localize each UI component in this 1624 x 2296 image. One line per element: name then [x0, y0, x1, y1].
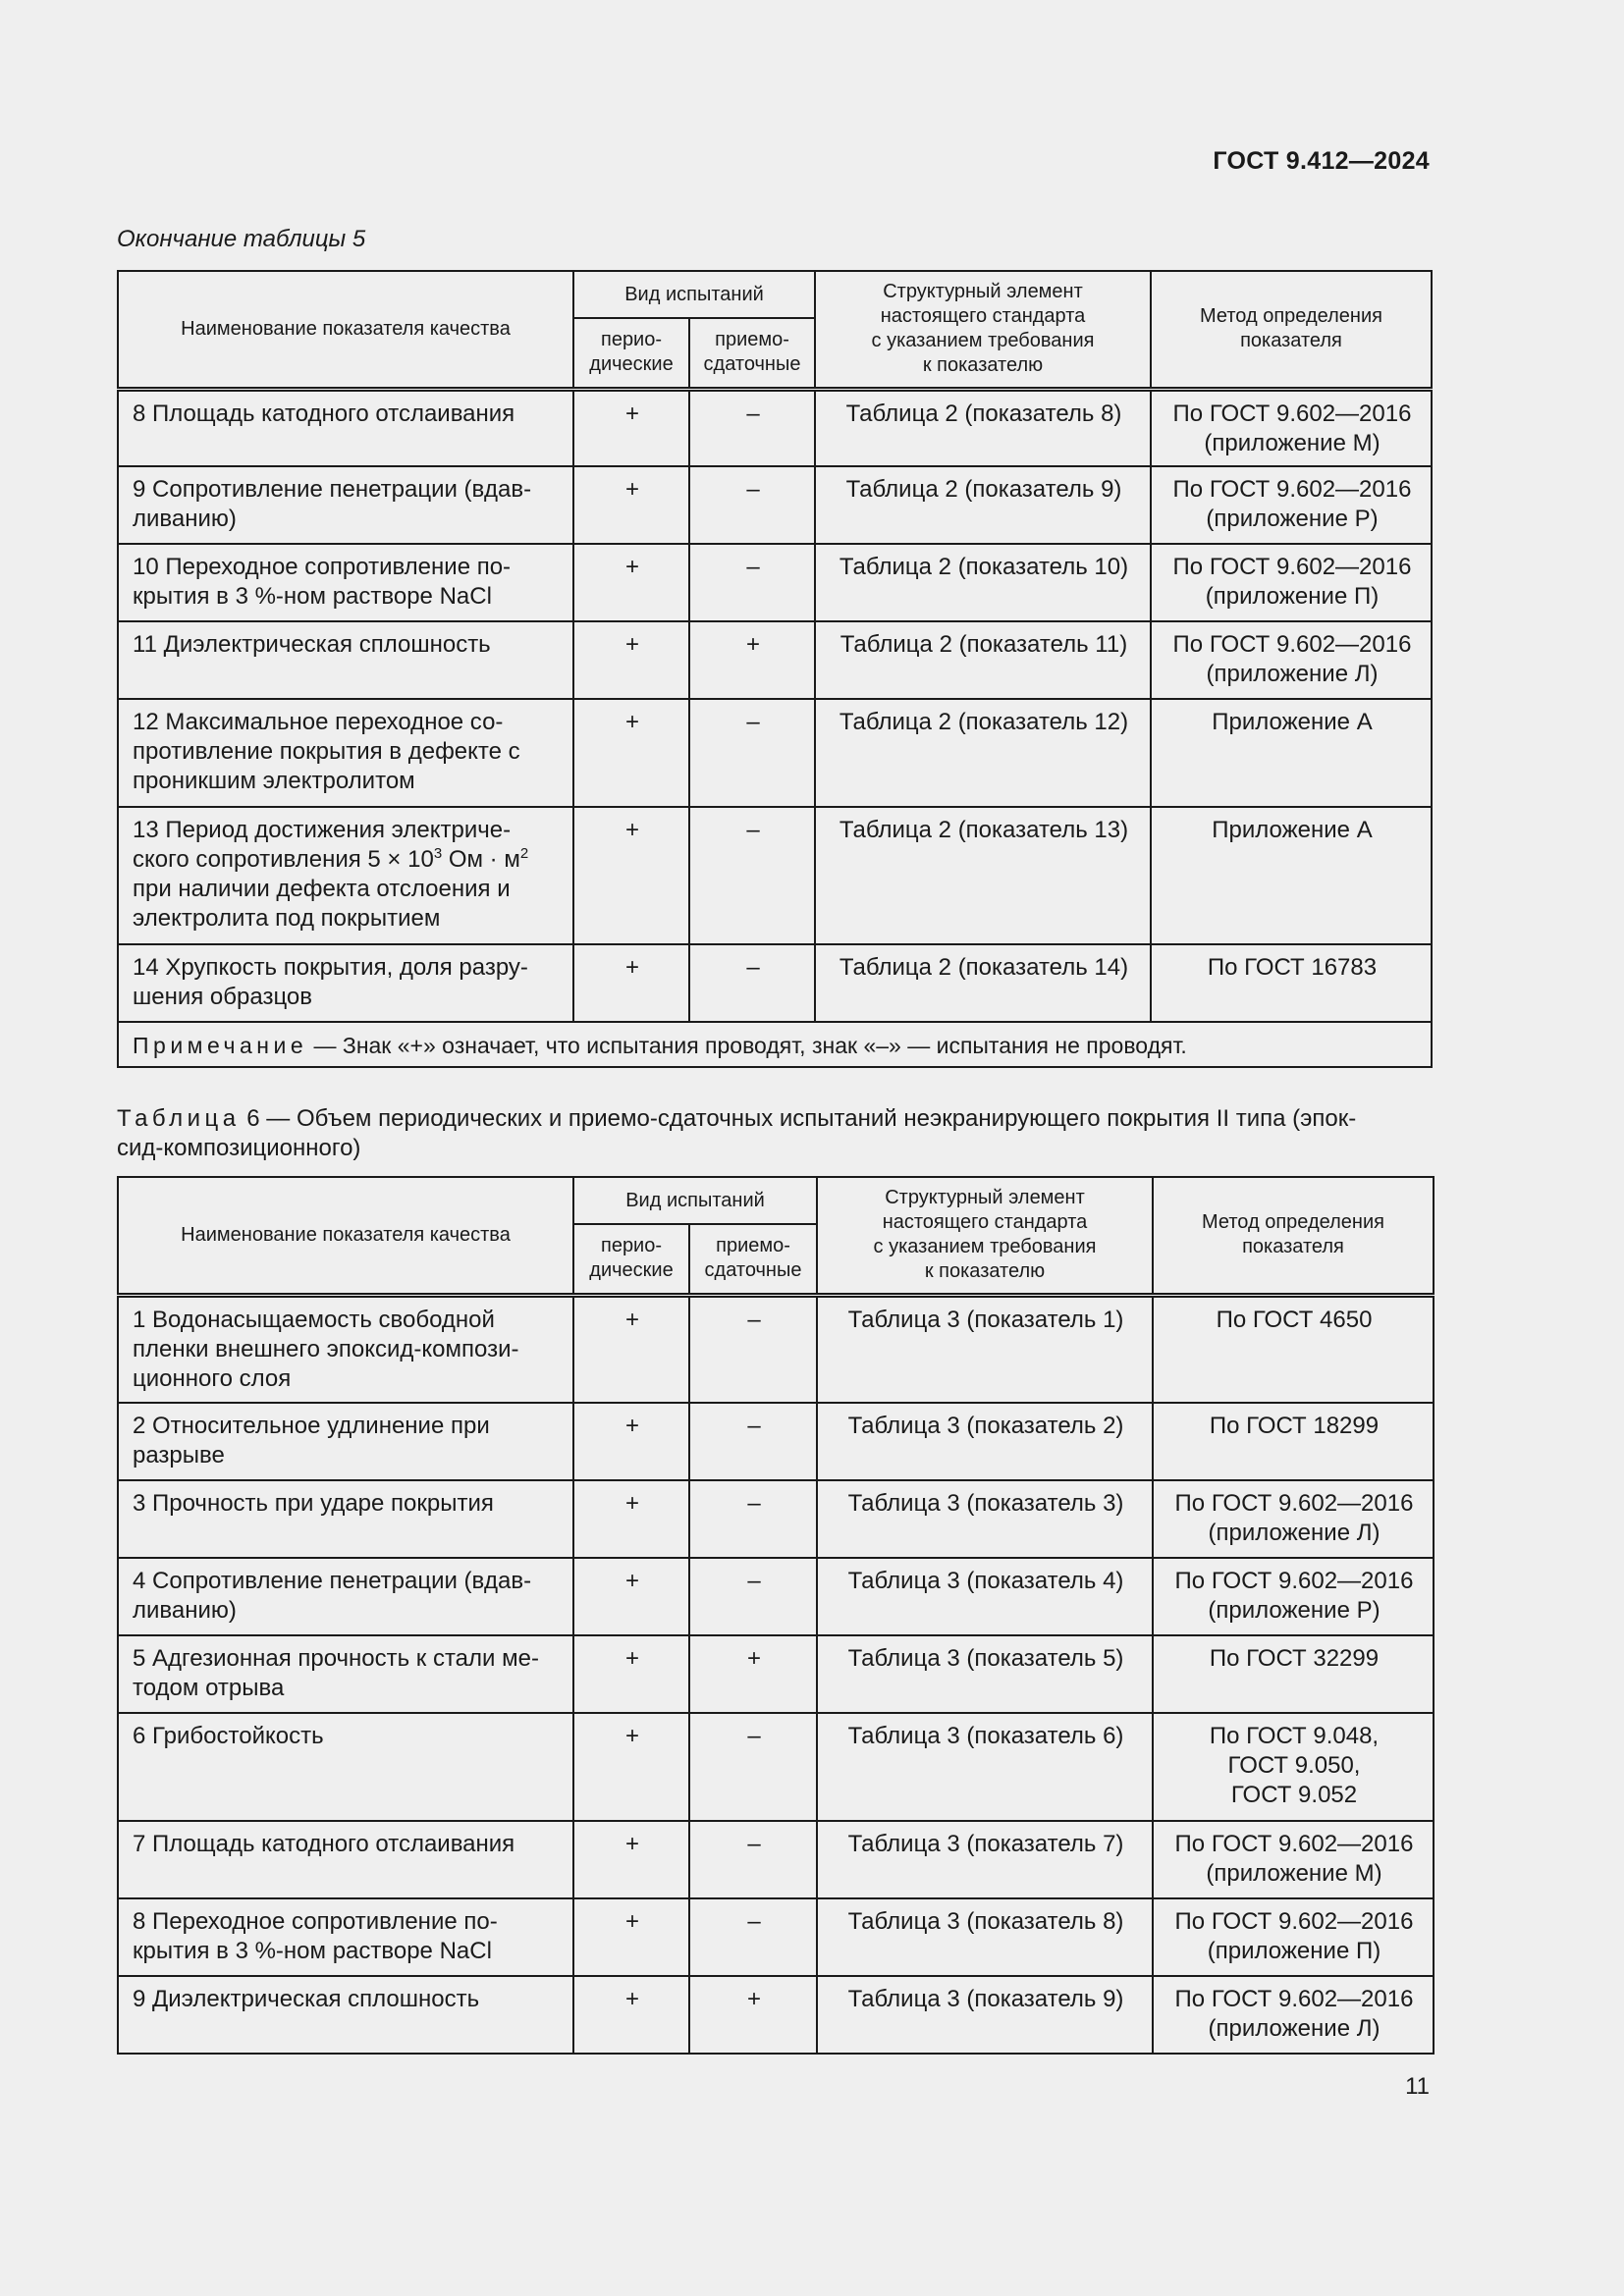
acceptance-mark: +: [689, 1635, 817, 1713]
header-test-type: Вид испытаний: [573, 271, 815, 318]
acceptance-mark: –: [689, 944, 815, 1022]
header-structural: Структурный элемент настоящего стандарта с указанием требования к показателю: [815, 271, 1151, 389]
structural-reference: Таблица 3 (показатель 8): [817, 1898, 1153, 1976]
table-row: [118, 466, 1432, 544]
test-method: По ГОСТ 9.048, ГОСТ 9.050, ГОСТ 9.052: [1153, 1713, 1434, 1821]
test-method: По ГОСТ 18299: [1153, 1403, 1434, 1480]
acceptance-mark: –: [689, 1713, 817, 1821]
table-row: [118, 699, 1432, 807]
indicator-name: 8 Переходное сопротивление по- крытия в 3 %-ном растворе NaCl: [118, 1898, 573, 1976]
note-text: — Знак «+» означает, что испытания проводят, знак «–» — испытания не проводят.: [307, 1033, 1187, 1058]
structural-reference: Таблица 3 (показатель 4): [817, 1558, 1153, 1635]
acceptance-mark: –: [689, 699, 815, 807]
name-fragment: при наличии дефекта отслоения и электролита под покрытием: [133, 876, 511, 932]
indicator-name: 8 Площадь катодного отслаивания: [118, 389, 573, 466]
page-number: 11: [1405, 2073, 1430, 2100]
acceptance-mark: –: [689, 1821, 817, 1898]
table-row: [118, 1480, 1434, 1558]
header-name: Наименование показателя качества: [118, 1177, 573, 1295]
superscript: 2: [519, 845, 529, 862]
table-row: [118, 1403, 1434, 1480]
header-method: Метод определения показателя: [1153, 1177, 1434, 1295]
table-row: [118, 1976, 1434, 2054]
test-method: Приложение А: [1151, 807, 1432, 944]
header-method: Метод определения показателя: [1151, 271, 1432, 389]
header-name: Наименование показателя качества: [118, 271, 573, 389]
indicator-name: 3 Прочность при ударе покрытия: [118, 1480, 573, 1558]
table6-title-label: Таблица: [117, 1105, 241, 1132]
table-row: [118, 1713, 1434, 1821]
periodic-mark: +: [573, 699, 689, 807]
table-row: [118, 1635, 1434, 1713]
test-method: По ГОСТ 32299: [1153, 1635, 1434, 1713]
test-method: По ГОСТ 9.602—2016 (приложение Л): [1153, 1976, 1434, 2054]
superscript: 3: [433, 845, 443, 862]
indicator-name: 11 Диэлектрическая сплошность: [118, 621, 573, 699]
periodic-mark: +: [573, 1295, 689, 1403]
structural-reference: Таблица 3 (показатель 5): [817, 1635, 1153, 1713]
periodic-mark: +: [573, 1480, 689, 1558]
acceptance-mark: –: [689, 466, 815, 544]
table-row: [118, 544, 1432, 621]
indicator-name: 2 Относительное удлинение при разрыве: [118, 1403, 573, 1480]
test-method: По ГОСТ 9.602—2016 (приложение Л): [1151, 621, 1432, 699]
periodic-mark: +: [573, 621, 689, 699]
acceptance-mark: +: [689, 621, 815, 699]
periodic-mark: +: [573, 1898, 689, 1976]
structural-reference: Таблица 2 (показатель 11): [815, 621, 1151, 699]
structural-reference: Таблица 2 (показатель 10): [815, 544, 1151, 621]
structural-reference: Таблица 3 (показатель 2): [817, 1403, 1153, 1480]
table-row: [118, 944, 1432, 1022]
table5-note: [118, 1022, 1432, 1067]
name-fragment: 13 Период достижения электриче- ского сопротивления 5 × 10: [133, 817, 512, 873]
table6-title: [117, 1104, 1431, 1163]
periodic-mark: +: [573, 1821, 689, 1898]
periodic-mark: +: [573, 544, 689, 621]
indicator-name: 9 Диэлектрическая сплошность: [118, 1976, 573, 2054]
structural-reference: Таблица 2 (показатель 12): [815, 699, 1151, 807]
periodic-mark: +: [573, 1403, 689, 1480]
indicator-name: 14 Хрупкость покрытия, доля разру- шения образцов: [118, 944, 573, 1022]
structural-reference: Таблица 3 (показатель 3): [817, 1480, 1153, 1558]
structural-reference: Таблица 2 (показатель 14): [815, 944, 1151, 1022]
test-method: По ГОСТ 9.602—2016 (приложение Р): [1153, 1558, 1434, 1635]
header-acceptance: приемо- сдаточные: [689, 318, 815, 389]
periodic-mark: +: [573, 1976, 689, 2054]
periodic-mark: +: [573, 807, 689, 944]
note-label: Примечание: [133, 1033, 308, 1058]
structural-reference: Таблица 3 (показатель 6): [817, 1713, 1153, 1821]
test-method: По ГОСТ 9.602—2016 (приложение П): [1153, 1898, 1434, 1976]
acceptance-mark: –: [689, 1295, 817, 1403]
indicator-name: [118, 807, 573, 944]
indicator-name: 10 Переходное сопротивление по- крытия в 3 %-ном растворе NaCl: [118, 544, 573, 621]
test-method: По ГОСТ 9.602—2016 (приложение М): [1151, 389, 1432, 466]
indicator-name: 4 Сопротивление пенетрации (вдав- ливанию): [118, 1558, 573, 1635]
table6: [117, 1176, 1435, 2055]
structural-reference: Таблица 3 (показатель 7): [817, 1821, 1153, 1898]
header-periodic: перио- дические: [573, 1224, 689, 1295]
test-method: По ГОСТ 9.602—2016 (приложение Р): [1151, 466, 1432, 544]
acceptance-mark: –: [689, 1898, 817, 1976]
periodic-mark: +: [573, 944, 689, 1022]
acceptance-mark: –: [689, 1558, 817, 1635]
structural-reference: Таблица 3 (показатель 1): [817, 1295, 1153, 1403]
table6-title-text: 6 — Объем периодических и приемо-сдаточных испытаний неэкранирующего покрытия II типа (эпок- сид-композиционного): [117, 1105, 1357, 1161]
test-method: По ГОСТ 4650: [1153, 1295, 1434, 1403]
acceptance-mark: –: [689, 389, 815, 466]
table5: [117, 270, 1433, 1068]
indicator-name: 12 Максимальное переходное со- противление покрытия в дефекте с проникшим электролитом: [118, 699, 573, 807]
indicator-name: 6 Грибостойкость: [118, 1713, 573, 1821]
table5-continuation-caption: Окончание таблицы 5: [117, 226, 366, 252]
test-method: По ГОСТ 16783: [1151, 944, 1432, 1022]
indicator-name: 7 Площадь катодного отслаивания: [118, 1821, 573, 1898]
name-fragment: Ом · м: [442, 846, 520, 873]
table-row: [118, 1558, 1434, 1635]
structural-reference: Таблица 2 (показатель 8): [815, 389, 1151, 466]
periodic-mark: +: [573, 1558, 689, 1635]
acceptance-mark: –: [689, 1403, 817, 1480]
acceptance-mark: +: [689, 1976, 817, 2054]
indicator-name: 5 Адгезионная прочность к стали ме- тодом отрыва: [118, 1635, 573, 1713]
test-method: По ГОСТ 9.602—2016 (приложение М): [1153, 1821, 1434, 1898]
table-row: [118, 807, 1432, 944]
acceptance-mark: –: [689, 544, 815, 621]
header-acceptance: приемо- сдаточные: [689, 1224, 817, 1295]
periodic-mark: +: [573, 466, 689, 544]
periodic-mark: +: [573, 1635, 689, 1713]
structural-reference: Таблица 2 (показатель 13): [815, 807, 1151, 944]
header-test-type: Вид испытаний: [573, 1177, 817, 1224]
structural-reference: Таблица 2 (показатель 9): [815, 466, 1151, 544]
table-row: [118, 1821, 1434, 1898]
header-structural: Структурный элемент настоящего стандарта с указанием требования к показателю: [817, 1177, 1153, 1295]
table-row: [118, 621, 1432, 699]
test-method: По ГОСТ 9.602—2016 (приложение П): [1151, 544, 1432, 621]
document-id: ГОСТ 9.412—2024: [1213, 147, 1430, 175]
acceptance-mark: –: [689, 807, 815, 944]
acceptance-mark: –: [689, 1480, 817, 1558]
structural-reference: Таблица 3 (показатель 9): [817, 1976, 1153, 2054]
indicator-name: 9 Сопротивление пенетрации (вдав- ливанию): [118, 466, 573, 544]
table-row: [118, 1295, 1434, 1403]
indicator-name: 1 Водонасыщаемость свободной пленки внешнего эпоксид-компози- ционного слоя: [118, 1295, 573, 1403]
header-periodic: перио- дические: [573, 318, 689, 389]
table-row: [118, 1898, 1434, 1976]
periodic-mark: +: [573, 1713, 689, 1821]
test-method: Приложение А: [1151, 699, 1432, 807]
table-row: [118, 389, 1432, 466]
test-method: По ГОСТ 9.602—2016 (приложение Л): [1153, 1480, 1434, 1558]
periodic-mark: +: [573, 389, 689, 466]
